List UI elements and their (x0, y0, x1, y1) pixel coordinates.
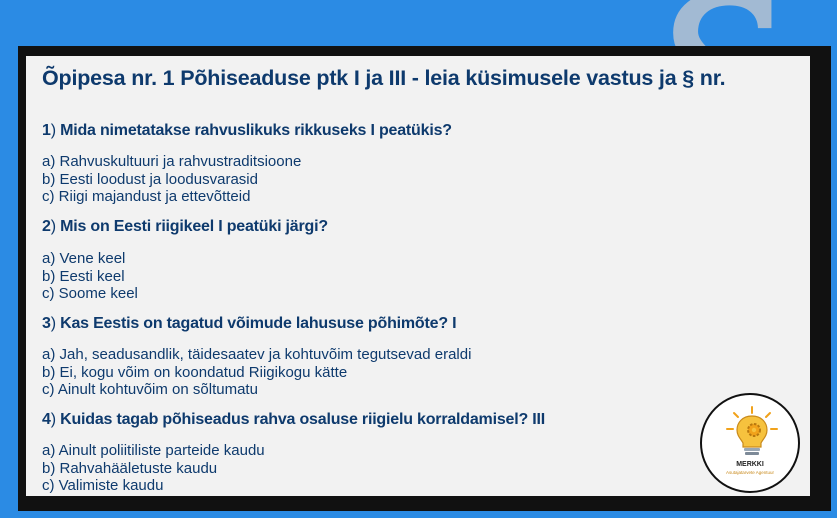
question-2 (42, 218, 328, 236)
question-text: Mida nimetatakse rahvuslikuks rikkuseks I peatükis? (55, 122, 452, 139)
question-1 (42, 122, 452, 140)
logo-name: MERKKI (736, 461, 764, 468)
question-4-options (42, 442, 265, 495)
question-2-options (42, 250, 138, 303)
worksheet-card (26, 56, 810, 496)
option-b: b) Eesti keel (42, 267, 125, 285)
option-a: a) Jah, seadusandlik, täidesaatev ja kohtuvõim tegutsevad eraldi (42, 346, 472, 363)
question-text: Kas Eestis on tagatud võimude lahususe põhimõte? I (55, 315, 457, 332)
question-paren: ) (50, 411, 56, 428)
option-b: b) Ei, kogu võim on koondatud Riigikogu kätte (42, 363, 348, 381)
option-c: c) Ainult kohtuvõim on sõltumatu (42, 381, 258, 398)
question-text: Kuidas tagab põhiseadus rahva osaluse riigielu korraldamisel? III (55, 411, 546, 428)
worksheet-title: Õpipesa nr. 1 Põhiseaduse ptk I ja III - leia küsimusele vastus ja § nr. (42, 66, 726, 90)
option-a: a) Vene keel (42, 250, 126, 267)
question-3-options (42, 346, 471, 399)
option-c: c) Soome keel (42, 285, 138, 302)
question-number: 1 (42, 122, 51, 139)
question-1-options (42, 153, 301, 206)
option-a: a) Rahvuskultuuri ja rahvustraditsioone (42, 153, 302, 170)
lightbulb-gear-icon (724, 405, 780, 461)
question-number: 4 (42, 411, 51, 428)
question-paren: ) (50, 218, 56, 235)
question-number: 2 (42, 218, 51, 235)
question-number: 3 (42, 315, 51, 332)
option-a: a) Ainult poliitiliste parteide kaudu (42, 442, 265, 459)
question-paren: ) (50, 315, 56, 332)
option-c: c) Riigi majandust ja ettevõtteid (42, 188, 251, 205)
question-3 (42, 315, 456, 333)
merkki-logo (700, 393, 800, 493)
option-b: b) Rahvahääletuste kaudu (42, 459, 218, 477)
logo-subtitle: Asutajatarvete Agentuur (725, 470, 775, 475)
option-c: c) Valimiste kaudu (42, 477, 164, 494)
option-b: b) Eesti loodust ja loodusvarasid (42, 170, 258, 188)
question-text: Mis on Eesti riigikeel I peatüki järgi? (55, 218, 328, 235)
question-4 (42, 411, 545, 429)
question-paren: ) (50, 122, 56, 139)
